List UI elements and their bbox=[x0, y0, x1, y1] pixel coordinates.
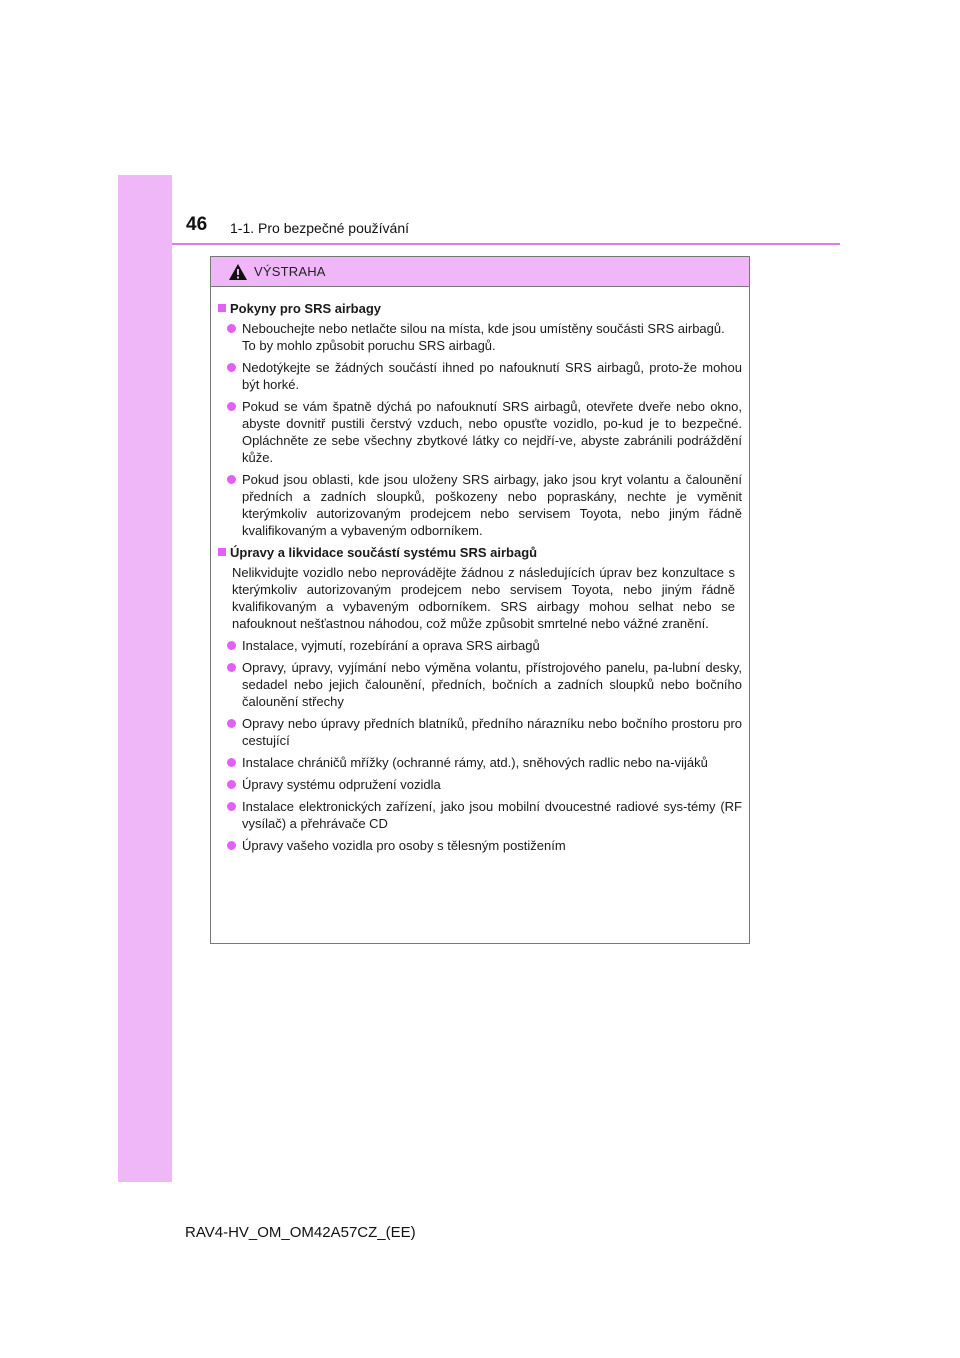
page-number: 46 bbox=[186, 214, 208, 235]
list-item bbox=[227, 398, 742, 466]
round-bullet-icon bbox=[227, 758, 236, 767]
list-item-text: Instalace chráničů mřížky (ochranné rámy, atd.), sněhových radlic nebo na-vijáků bbox=[242, 755, 708, 770]
list-item-text: Nebouchejte nebo netlačte silou na místa, kde jsou umístěny součásti SRS airbagů. bbox=[242, 321, 725, 336]
section-heading-text: Pokyny pro SRS airbagy bbox=[230, 301, 381, 316]
round-bullet-icon bbox=[227, 324, 236, 333]
list-item-text: Opravy, úpravy, vyjímání nebo výměna volantu, přístrojového panelu, pa-lubní desky, sedadel nebo jejich čalounění, předních, bočních a zadních sloupků nebo bočního čalounění střechy bbox=[242, 660, 742, 709]
list-item-text: Pokud se vám špatně dýchá po nafouknutí SRS airbagů, otevřete dveře nebo okno, abyste dovnitř pustili čerstvý vzduch, nebo opusťte vozidlo, po-kud je to bezpečné. Opláchněte ze sebe všechny zbytkové látky co nejdří-ve, abyste zabránili podráždění kůže. bbox=[242, 399, 742, 465]
warning-title: VÝSTRAHA bbox=[254, 264, 326, 279]
section-heading-text: Úpravy a likvidace součástí systému SRS airbagů bbox=[230, 545, 538, 560]
footer-code: RAV4-HV_OM_OM42A57CZ_(EE) bbox=[185, 1224, 416, 1241]
list-item bbox=[227, 798, 742, 832]
list-item bbox=[227, 637, 742, 654]
round-bullet-icon bbox=[227, 802, 236, 811]
header-rule bbox=[172, 243, 840, 245]
round-bullet-icon bbox=[227, 475, 236, 484]
list-item bbox=[227, 359, 742, 393]
list-item-text: Opravy nebo úpravy předních blatníků, předního nárazníku nebo bočního prostoru pro cestující bbox=[242, 716, 742, 748]
warning-header bbox=[211, 257, 749, 287]
section-heading bbox=[218, 544, 742, 561]
list-item bbox=[227, 715, 742, 749]
round-bullet-icon bbox=[227, 841, 236, 850]
round-bullet-icon bbox=[227, 719, 236, 728]
list-item bbox=[227, 471, 742, 539]
round-bullet-icon bbox=[227, 780, 236, 789]
list-item-text: Nedotýkejte se žádných součástí ihned po nafouknutí SRS airbagů, proto-že mohou být horké. bbox=[242, 360, 742, 392]
list-item-text: Úpravy systému odpružení vozidla bbox=[242, 777, 441, 792]
round-bullet-icon bbox=[227, 363, 236, 372]
square-bullet-icon bbox=[218, 304, 226, 312]
list-item bbox=[227, 320, 742, 354]
section-paragraph: Nelikvidujte vozidlo nebo neprovádějte žádnou z následujících úprav bez konzultace s kterýmkoliv autorizovaným prodejcem nebo servisem Toyota, nebo jiným řádně kvalifikovaným a vybaveným odborníkem. SRS airbagy mohou selhat nebo se nafouknout nešťastnou náhodou, což může způsobit smrtelné nebo vážné zranění. bbox=[232, 565, 735, 631]
list-item-text: Úpravy vašeho vozidla pro osoby s tělesným postižením bbox=[242, 838, 566, 853]
list-item-text: To by mohlo způsobit poruchu SRS airbagů. bbox=[242, 338, 496, 353]
list-item-text: Instalace elektronických zařízení, jako jsou mobilní dvoucestné radiové sys-témy (RF vysílač) a přehrávače CD bbox=[242, 799, 742, 831]
round-bullet-icon bbox=[227, 663, 236, 672]
list-item-text: Pokud jsou oblasti, kde jsou uloženy SRS airbagy, jako jsou kryt volantu a čalounění předních a zadních sloupků, poškozeny nebo popraskány, nechte je vyměnit kterýmkoliv autorizovaným prodejcem nebo servisem Toyota, nebo jiným řádně kvalifikovaným a vybaveným odborníkem. bbox=[242, 472, 742, 538]
list-item bbox=[227, 776, 742, 793]
warning-triangle-icon bbox=[228, 263, 248, 281]
list-item bbox=[227, 754, 742, 771]
warning-box bbox=[210, 256, 750, 944]
warning-body bbox=[211, 287, 749, 854]
round-bullet-icon bbox=[227, 402, 236, 411]
list-item bbox=[227, 837, 742, 854]
side-color-strip bbox=[118, 175, 172, 1182]
section-title: 1-1. Pro bezpečné používání bbox=[230, 220, 410, 236]
square-bullet-icon bbox=[218, 548, 226, 556]
round-bullet-icon bbox=[227, 641, 236, 650]
list-item-text: Instalace, vyjmutí, rozebírání a oprava SRS airbagů bbox=[242, 638, 540, 653]
section-heading bbox=[218, 300, 742, 317]
list-item bbox=[227, 659, 742, 710]
